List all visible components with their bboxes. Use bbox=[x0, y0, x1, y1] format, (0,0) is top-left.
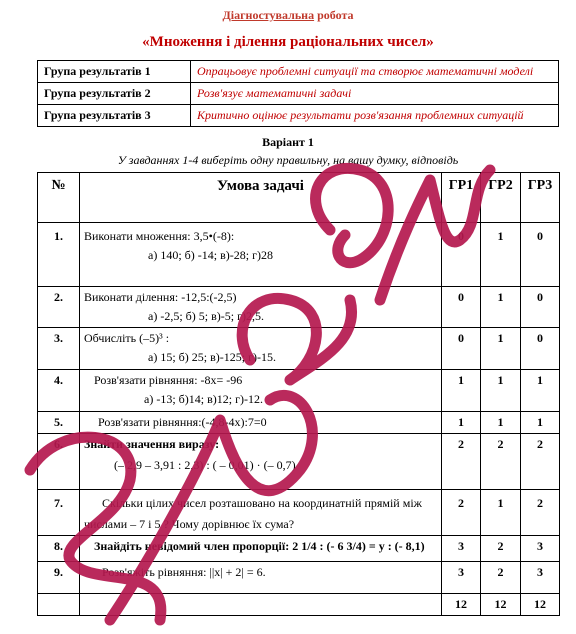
task-condition bbox=[80, 562, 442, 594]
task-text: Розв'язати рівняння: -8x= -96 bbox=[94, 373, 243, 387]
header-g3: ГР3 bbox=[521, 173, 560, 223]
task-options: а) 15; б) 25; в)-125; г)-15. bbox=[148, 350, 276, 364]
task-text: Виконати множення: 3,5•(-8): bbox=[84, 229, 235, 243]
variant-title: Варіант 1 bbox=[262, 135, 314, 149]
score-g3: 1 bbox=[521, 412, 560, 434]
group-row bbox=[38, 61, 559, 83]
task-condition bbox=[80, 370, 442, 412]
instruction-text: У завданнях 1-4 виберіть одну правильну, на вашу думку, відповідь bbox=[117, 153, 459, 167]
task-expression: (– 2,9 – 3,91 : 2,3) : ( – 0,01) · (– 0,7) bbox=[114, 458, 296, 472]
task-condition bbox=[80, 412, 442, 434]
task-number: 3. bbox=[38, 328, 80, 370]
header-g2: ГР2 bbox=[481, 173, 521, 223]
title-part2: робота bbox=[314, 8, 354, 22]
score-g3: 2 bbox=[521, 434, 560, 490]
score-g1: 0 bbox=[442, 287, 481, 328]
task-text: Знайти значення виразу: bbox=[84, 437, 220, 451]
table-header-row bbox=[38, 173, 560, 223]
task-number: 6. bbox=[38, 434, 80, 490]
total-g1: 12 bbox=[442, 594, 481, 616]
document-title bbox=[0, 8, 576, 23]
group-row bbox=[38, 83, 559, 105]
score-g2: 2 bbox=[481, 536, 521, 562]
task-text: Скільки цілих чисел розташовано на координатній прямій між bbox=[102, 496, 422, 510]
task-number: 1. bbox=[38, 223, 80, 287]
table-row bbox=[38, 328, 560, 370]
group-row bbox=[38, 105, 559, 127]
score-g3: 3 bbox=[521, 536, 560, 562]
score-g1: 0 bbox=[442, 223, 481, 287]
score-g3: 1 bbox=[521, 370, 560, 412]
groups-table bbox=[37, 60, 559, 127]
score-g3: 2 bbox=[521, 490, 560, 536]
task-number: 5. bbox=[38, 412, 80, 434]
task-number: 8. bbox=[38, 536, 80, 562]
score-g1: 1 bbox=[442, 370, 481, 412]
task-condition bbox=[80, 287, 442, 328]
group-label: Група результатів 1 bbox=[38, 61, 191, 83]
task-text: Виконати ділення: -12,5:(-2,5) bbox=[84, 290, 237, 304]
score-g1: 1 bbox=[442, 412, 481, 434]
task-number: 4. bbox=[38, 370, 80, 412]
task-number: 2. bbox=[38, 287, 80, 328]
totals-empty bbox=[80, 594, 442, 616]
score-g1: 2 bbox=[442, 490, 481, 536]
task-text: Знайдіть невідомий член пропорції: 2 1/4 : (- 6 3/4) = y : (- 8,1) bbox=[94, 539, 425, 553]
score-g2: 1 bbox=[481, 328, 521, 370]
group-desc: Опрацьовує проблемні ситуації та створює математичні моделі bbox=[191, 61, 559, 83]
table-row bbox=[38, 562, 560, 594]
task-options: а) -2,5; б) 5; в)-5; г)2,5. bbox=[148, 309, 264, 323]
score-g2: 1 bbox=[481, 370, 521, 412]
score-g1: 3 bbox=[442, 536, 481, 562]
totals-row bbox=[38, 594, 560, 616]
task-text: Обчисліть (–5)³ : bbox=[84, 331, 170, 345]
task-number: 9. bbox=[38, 562, 80, 594]
group-desc: Розв'язує математичні задачі bbox=[191, 83, 559, 105]
score-g2: 1 bbox=[481, 490, 521, 536]
table-row bbox=[38, 412, 560, 434]
group-label: Група результатів 3 bbox=[38, 105, 191, 127]
table-row bbox=[38, 434, 560, 490]
score-g2: 1 bbox=[481, 412, 521, 434]
table-row bbox=[38, 490, 560, 536]
score-g1: 2 bbox=[442, 434, 481, 490]
tasks-table bbox=[37, 172, 560, 616]
score-g3: 3 bbox=[521, 562, 560, 594]
score-g2: 1 bbox=[481, 287, 521, 328]
table-row bbox=[38, 223, 560, 287]
task-condition bbox=[80, 328, 442, 370]
score-g1: 0 bbox=[442, 328, 481, 370]
score-g2: 1 bbox=[481, 223, 521, 287]
task-text: Розв'язати рівняння:(-4,8-4x):7=0 bbox=[98, 415, 267, 429]
document-subtitle: «Множення і ділення раціональних чисел» bbox=[142, 34, 434, 50]
task-text-cont: числами – 7 і 5 ? Чому дорівнює їх сума? bbox=[84, 517, 295, 531]
group-desc: Критично оцінює результати розв'язання проблемних ситуацій bbox=[191, 105, 559, 127]
table-row bbox=[38, 536, 560, 562]
title-part1: Діагностувальна bbox=[222, 8, 315, 22]
task-condition bbox=[80, 536, 442, 562]
total-g3: 12 bbox=[521, 594, 560, 616]
table-row bbox=[38, 370, 560, 412]
score-g3: 0 bbox=[521, 223, 560, 287]
score-g2: 2 bbox=[481, 434, 521, 490]
score-g2: 2 bbox=[481, 562, 521, 594]
task-number: 7. bbox=[38, 490, 80, 536]
task-condition bbox=[80, 223, 442, 287]
total-g2: 12 bbox=[481, 594, 521, 616]
header-condition: Умова задачі bbox=[80, 173, 442, 223]
score-g3: 0 bbox=[521, 287, 560, 328]
totals-empty bbox=[38, 594, 80, 616]
header-num: № bbox=[38, 173, 80, 223]
score-g3: 0 bbox=[521, 328, 560, 370]
score-g1: 3 bbox=[442, 562, 481, 594]
task-condition bbox=[80, 490, 442, 536]
task-options: а) 140; б) -14; в)-28; г)28 bbox=[148, 248, 273, 262]
header-g1: ГР1 bbox=[442, 173, 481, 223]
task-text: Розв'яжіть рівняння: ||x| + 2| = 6. bbox=[102, 565, 266, 579]
task-options: а) -13; б)14; в)12; г)-12. bbox=[144, 392, 263, 406]
table-row bbox=[38, 287, 560, 328]
group-label: Група результатів 2 bbox=[38, 83, 191, 105]
task-condition bbox=[80, 434, 442, 490]
